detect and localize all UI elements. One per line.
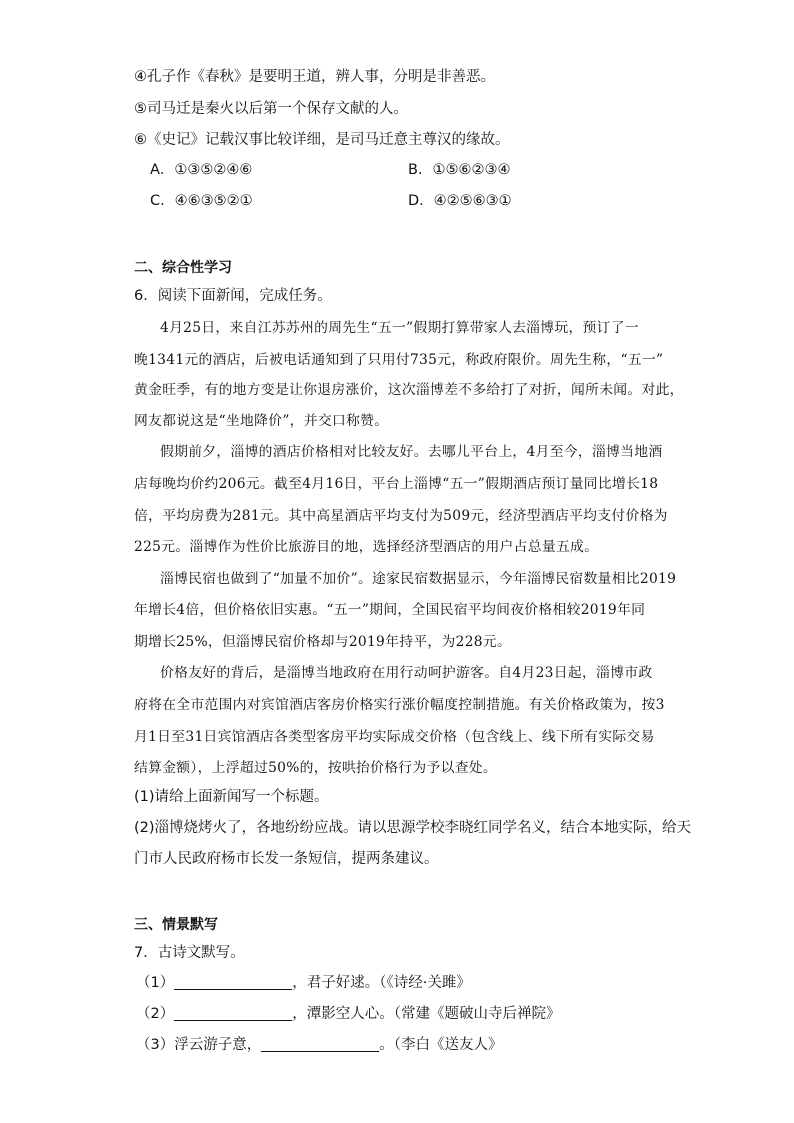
news-line: 店每晚均价约206元。截至4月16日，平台上淄博“五一”假期酒店预订量同比增长18 — [134, 476, 659, 492]
task-2: (2)淄博烧烤火了，各地纷纷应战。请以思源学校李晓红同学名义，结合本地实际，给天 — [134, 820, 692, 836]
news-line: 结算金额），上浮超过50%的，按哄抬价格行为予以查处。 — [134, 760, 497, 776]
news-line: 淄博民宿也做到了“加量不加价”。途家民宿数据显示，今年淄博民宿数量相比2019 — [160, 571, 677, 587]
task-2-cont: 门市人民政府杨市长发一条短信，提两条建议。 — [134, 851, 439, 867]
statement-5: ⑤司马迁是秦火以后第一个保存文献的人。 — [134, 101, 408, 117]
news-line: 年增长4倍，但价格依旧实惠。“五一”期间，全国民宿平均间夜价格相较2019年同 — [134, 602, 646, 618]
option-d: D．④②⑤⑥③① — [408, 193, 512, 209]
section-3-heading: 三、情景默写 — [134, 917, 218, 933]
option-b: B．①⑤⑥②③④ — [408, 162, 511, 178]
news-line: 期增长25%，但淄博民宿价格却与2019年持平，为228元。 — [134, 634, 512, 650]
answer-blank[interactable] — [174, 1005, 292, 1021]
option-a: A．①③⑤②④⑥ — [150, 162, 253, 178]
statement-4: ④孔子作《春秋》是要明王道，辨人事，分明是非善恶。 — [134, 69, 495, 85]
news-line: 网友都说这是“坐地降价”，并交口称赞。 — [134, 413, 389, 429]
item-number: （1） — [136, 975, 175, 991]
section-2-heading: 二、综合性学习 — [134, 260, 232, 276]
item-source: ，君子好逑。（《诗经·关雎》 — [292, 975, 471, 991]
recitation-item-1 — [136, 973, 471, 993]
option-c: C．④⑥③⑤②① — [150, 193, 253, 209]
item-number: （2） — [136, 1006, 175, 1022]
recitation-item-2 — [136, 1004, 560, 1024]
news-line: 225元。淄博作为性价比旅游目的地，选择经济型酒店的用户占总量五成。 — [134, 539, 599, 555]
item-source: ，潭影空人心。（常建《题破山寺后禅院》 — [292, 1006, 561, 1022]
news-line: 4月25日，来自江苏苏州的周先生“五一”假期打算带家人去淄博玩，预订了一 — [160, 320, 639, 336]
answer-blank[interactable] — [174, 974, 292, 990]
news-line: 价格友好的背后，是淄博当地政府在用行动呵护游客。自4月23日起，淄博市政 — [160, 665, 653, 681]
news-line: 假期前夕，淄博的酒店价格相对比较友好。去哪儿平台上，4月至今，淄博当地酒 — [160, 444, 663, 460]
question-6: 6．阅读下面新闻，完成任务。 — [134, 288, 332, 304]
item-source: 。（李白《送友人》 — [379, 1037, 503, 1053]
news-line: 府将在全市范围内对宾馆酒店客房价格实行涨价幅度控制措施。有关价格政策为，按3 — [134, 697, 665, 713]
item-number: （3） — [136, 1037, 175, 1053]
news-line: 晚1341元的酒店，后被电话通知到了只用付735元，称政府限价。周先生称，“五一” — [134, 352, 664, 368]
news-line: 黄金旺季，有的地方变是让你退房涨价，这次淄博差不多给打了对折，闻所未闻。对此， — [134, 382, 684, 398]
news-line: 倍，平均房费为281元。其中高星酒店平均支付为509元，经济型酒店平均支付价格为 — [134, 508, 668, 524]
recitation-item-3 — [136, 1035, 502, 1055]
item-prefix: 浮云游子意， — [174, 1037, 262, 1053]
answer-blank[interactable] — [261, 1036, 379, 1052]
task-1: (1)请给上面新闻写一个标题。 — [134, 789, 329, 805]
statement-6: ⑥《史记》记载汉事比较详细，是司马迁意主尊汉的缘故。 — [134, 132, 510, 148]
question-7: 7．古诗文默写。 — [134, 945, 245, 961]
news-line: 月1日至31日宾馆酒店各类型客房平均实际成交价格（包含线上、线下所有实际交易 — [134, 729, 655, 745]
